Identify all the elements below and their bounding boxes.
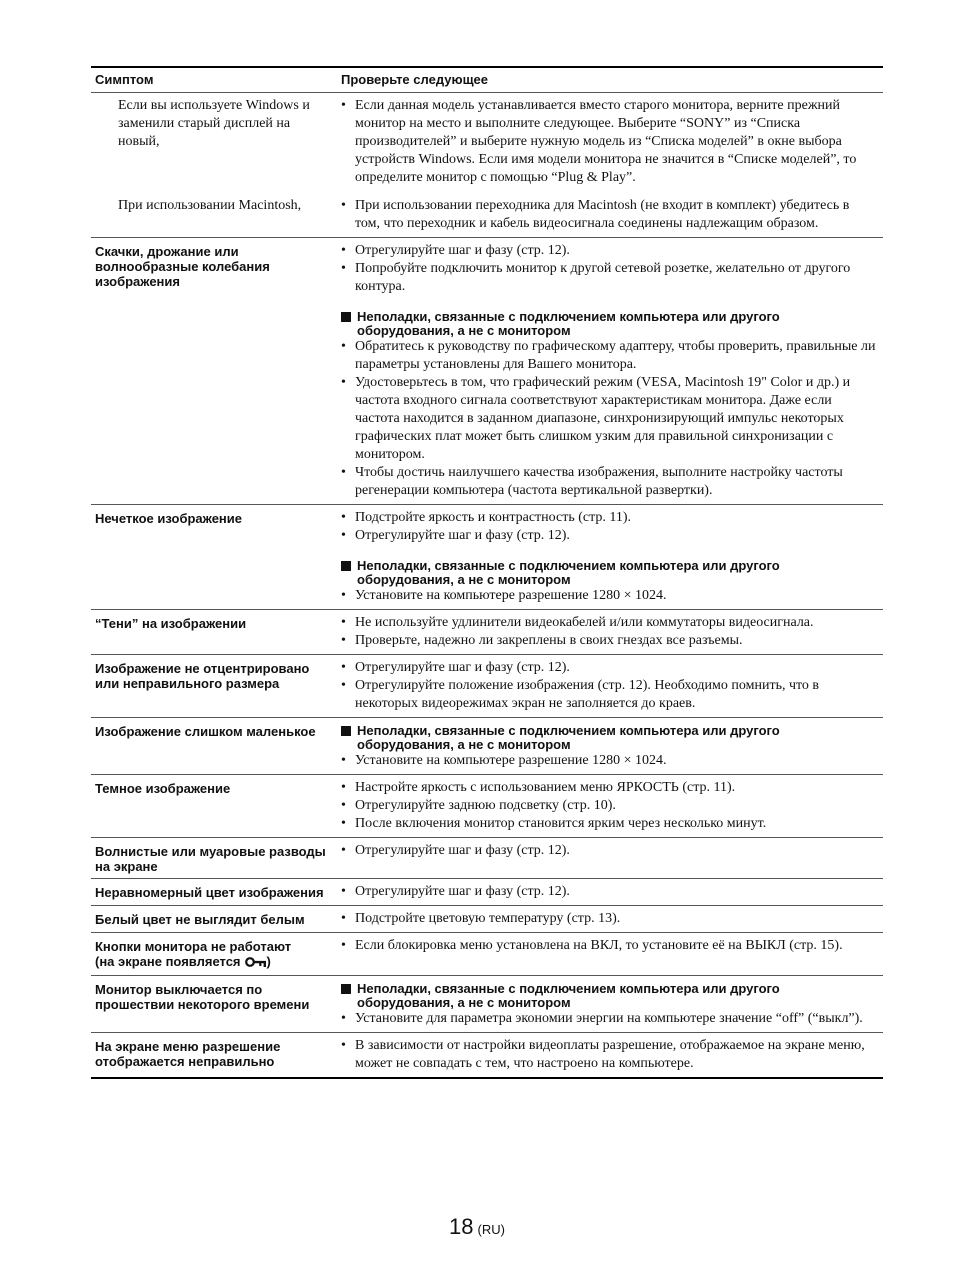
table-row — [91, 237, 883, 504]
list-item: • При использовании переходника для Macintosh (не входит в комплект) убедитесь в том, что переходник и кабель видеосигнала соединены надлежащим образом. — [341, 197, 877, 233]
page-footer — [0, 1214, 954, 1240]
check-cell — [339, 191, 883, 237]
symptom-cell: Неравномерный цвет изображения — [95, 885, 324, 900]
check-cell — [339, 976, 883, 1032]
table-row — [91, 878, 883, 905]
symptom-cell: Кнопки монитора не работают (на экране появляется ) — [95, 939, 292, 969]
list-item: • Отрегулируйте шаг и фазу (стр. 12). — [341, 659, 877, 677]
list-item: • Настройте яркость с использованием меню ЯРКОСТЬ (стр. 11). — [341, 779, 877, 797]
symptom-cell: Волнистые или муаровые разводы на экране — [95, 844, 326, 874]
table-row — [91, 932, 883, 975]
table-row — [91, 504, 883, 609]
check-cell — [339, 718, 883, 774]
square-bullet-icon — [341, 726, 351, 736]
table-row — [91, 92, 883, 191]
square-bullet-icon — [341, 312, 351, 322]
list-item: • В зависимости от настройки видеоплаты разрешение, отображаемое на экране меню, может не совпадать с тем, что настроено на компьютере. — [341, 1037, 877, 1073]
list-item: • Отрегулируйте заднюю подсветку (стр. 10). — [341, 797, 877, 815]
table-row — [91, 1032, 883, 1077]
list-item: • После включения монитор становится ярким через несколько минут. — [341, 815, 877, 833]
check-cell — [339, 610, 883, 654]
list-item: • Попробуйте подключить монитор к другой сетевой розетке, желательно от другого контура. — [341, 260, 877, 296]
symptom-cell: Нечеткое изображение — [95, 511, 243, 526]
check-cell — [339, 1033, 883, 1077]
square-bullet-icon — [341, 984, 351, 994]
list-item: • Обратитесь к руководству по графическому адаптеру, чтобы проверить, правильные ли параметры установлены для Вашего монитора. — [341, 338, 877, 374]
table-row — [91, 975, 883, 1032]
check-cell — [339, 879, 883, 905]
note-heading: Неполадки, связанные с подключением компьютера или другого оборудования, а не с монитором — [341, 559, 877, 587]
check-cell — [339, 655, 883, 717]
list-item: • Установите на компьютере разрешение 1280 × 1024. — [341, 587, 877, 605]
symptom-cell: При использовании Macintosh, — [118, 198, 302, 213]
table-row — [91, 717, 883, 774]
list-item: • Удостоверьтесь в том, что графический режим (VESA, Macintosh 19" Color и др.) и частота входного сигнала соответствуют характеристикам монитора. Даже если частота находится в заданном диапазоне, синхронизирующий импульс некоторых графических плат может быть слишком узким для правильной синхронизации с монитором. — [341, 374, 877, 464]
list-item: • Подстройте цветовую температуру (стр. 13). — [341, 910, 877, 928]
symptom-cell: Белый цвет не выглядит белым — [95, 912, 305, 927]
list-item: • Отрегулируйте шаг и фазу (стр. 12). — [341, 883, 877, 901]
symptom-cell: Изображение не отцентрировано или неправильного размера — [95, 661, 310, 691]
symptom-cell: “Тени” на изображении — [95, 616, 247, 631]
page-language: (RU) — [477, 1222, 505, 1237]
symptom-line-1: Кнопки монитора не работают — [95, 939, 292, 954]
key-icon — [245, 956, 267, 971]
note-heading: Неполадки, связанные с подключением компьютера или другого оборудования, а не с монитором — [341, 310, 877, 338]
table-row — [91, 905, 883, 932]
list-item: • Не используйте удлинители видеокабелей и/или коммутаторы видеосигнала. — [341, 614, 877, 632]
table-row — [91, 774, 883, 837]
symptom-cell: Изображение слишком маленькое — [95, 724, 316, 739]
list-item: • Если блокировка меню установлена на ВКЛ, то установите её на ВЫКЛ (стр. 15). — [341, 937, 877, 955]
list-item: • Отрегулируйте шаг и фазу (стр. 12). — [341, 527, 877, 545]
list-item: • Отрегулируйте шаг и фазу (стр. 12). — [341, 842, 877, 860]
list-item: • Если данная модель устанавливается вместо старого монитора, верните прежний монитор на место и выполните следующее. Выберите “SONY” из “Списка производителей” и выберите нужную модель из “Списка моделей” в окне выбора устройств Windows. Если имя модели монитора не значится в “Списке моделей”, то определите монитор с помощью “Plug & Play”. — [341, 97, 877, 187]
check-cell — [339, 238, 883, 504]
list-item: • Проверьте, надежно ли закреплены в своих гнездах все разъемы. — [341, 632, 877, 650]
symptom-cell: Если вы используете Windows и заменили старый дисплей на новый, — [118, 98, 310, 149]
check-cell — [339, 906, 883, 932]
check-cell — [339, 505, 883, 609]
list-item: • Установите для параметра экономии энергии на компьютере значение “off” (“выкл”). — [341, 1010, 877, 1028]
table-row — [91, 654, 883, 717]
list-item: • Отрегулируйте шаг и фазу (стр. 12). — [341, 242, 877, 260]
page-number: 18 — [449, 1214, 474, 1239]
symptom-cell: Монитор выключается по прошествии некоторого времени — [95, 982, 310, 1012]
table-row — [91, 837, 883, 878]
check-cell — [339, 775, 883, 837]
square-bullet-icon — [341, 561, 351, 571]
check-cell — [339, 93, 883, 191]
symptom-line-2: (на экране появляется — [95, 954, 241, 969]
list-item: • Чтобы достичь наилучшего качества изображения, выполните настройку частоты регенерации компьютера (частота вертикальной развертки). — [341, 464, 877, 500]
troubleshooting-table — [91, 66, 883, 1079]
list-item: • Отрегулируйте положение изображения (стр. 12). Необходимо помнить, что в некоторых видеорежимах экран не заполняется до краев. — [341, 677, 877, 713]
table-header-row — [91, 68, 883, 92]
note-heading: Неполадки, связанные с подключением компьютера или другого оборудования, а не с монитором — [341, 724, 877, 752]
check-cell — [339, 933, 883, 975]
symptom-cell: Темное изображение — [95, 781, 231, 796]
list-item: • Подстройте яркость и контрастность (стр. 11). — [341, 509, 877, 527]
symptom-cell: На экране меню разрешение отображается неправильно — [95, 1039, 281, 1069]
header-check: Проверьте следующее — [341, 72, 488, 87]
list-item: • Установите на компьютере разрешение 1280 × 1024. — [341, 752, 877, 770]
table-row — [91, 191, 883, 237]
symptom-cell: Скачки, дрожание или волнообразные колебания изображения — [95, 244, 270, 289]
header-symptom: Симптом — [95, 72, 154, 87]
check-cell — [339, 838, 883, 878]
note-heading: Неполадки, связанные с подключением компьютера или другого оборудования, а не с монитором — [341, 982, 877, 1010]
table-row — [91, 609, 883, 654]
